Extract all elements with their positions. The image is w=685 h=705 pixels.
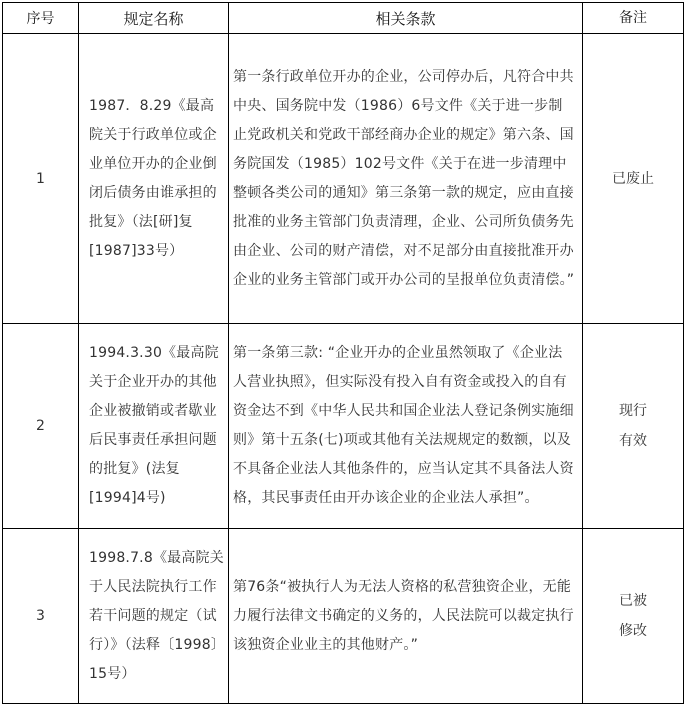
- table-row: [3, 324, 684, 529]
- clause-text: 第一条第三款: “企业开办的企业虽然领取了《企业法人营业执照》，但实际没有投入自有资金或投入的自有资金达不到《中华人民共和国企业法人登记条例实施细则》第十五条(七)项或其他有关法规规定的数额，以及不具备企业法人其他条件的，应当认定其不具备法人资格，其民事责任由开办该企业的企业法人承担”。: [233, 345, 574, 506]
- regulations-table: [2, 2, 684, 704]
- row-name-cell: [79, 529, 229, 704]
- note-text: 已被: [619, 593, 647, 609]
- clause-text: 第一条行政单位开办的企业，公司停办后，凡符合中共中央、国务院中发（1986）6号文件《关于进一步制止党政机关和党政干部经商办企业的规定》第六条、国务院国发（1985）102号文件《关于在进一步清理中整顿各类公司的通知》第三条第一款的规定，应由直接批准的业务主管部门负责清理，企业、公司所负债务先由企业、公司的财产清偿，对不足部分由直接批准开办企业的业务主管部门或开办公司的呈报单位负责清偿。”: [233, 68, 575, 288]
- row-number: 3: [3, 529, 79, 704]
- table-row: [3, 34, 684, 324]
- row-clause-cell: [229, 529, 583, 704]
- row-clause-cell: [229, 34, 583, 324]
- note-text: 现行: [619, 403, 647, 419]
- note-text: 修改: [619, 623, 647, 639]
- table-row: [3, 529, 684, 704]
- note-text: 有效: [619, 433, 647, 449]
- header-note: 备注: [583, 3, 684, 34]
- header-clause: 相关条款: [229, 3, 583, 34]
- header-number: 序号: [3, 3, 79, 34]
- row-number: 1: [3, 34, 79, 324]
- row-note-cell: [583, 324, 684, 529]
- row-clause-cell: [229, 324, 583, 529]
- row-note-cell: [583, 529, 684, 704]
- row-number: 2: [3, 324, 79, 529]
- regulation-name: 1998.7.8《最高院关于人民法院执行工作若干问题的规定（试行）》（法释〔1998〕15号）: [89, 549, 224, 682]
- regulation-name: 1987．8.29《最高院关于行政单位或企业单位开办的企业倒闭后债务由谁承担的批复》（法[研]复[1987]33号）: [89, 97, 217, 259]
- clause-text: 第76条“被执行人为无法人资格的私营独资企业，无能力履行法律文书确定的义务的，人民法院可以裁定执行该独资企业业主的其他财产。”: [233, 578, 574, 653]
- row-name-cell: [79, 34, 229, 324]
- regulation-name: 1994.3.30《最高院关于企业开办的其他企业被撤销或者歇业后民事责任承担问题的批复》(法复[1994]4号): [89, 345, 219, 506]
- header-row: [3, 3, 684, 34]
- header-name: 规定名称: [79, 3, 229, 34]
- row-name-cell: [79, 324, 229, 529]
- note-text: 已废止: [612, 170, 654, 187]
- row-note-cell: [583, 34, 684, 324]
